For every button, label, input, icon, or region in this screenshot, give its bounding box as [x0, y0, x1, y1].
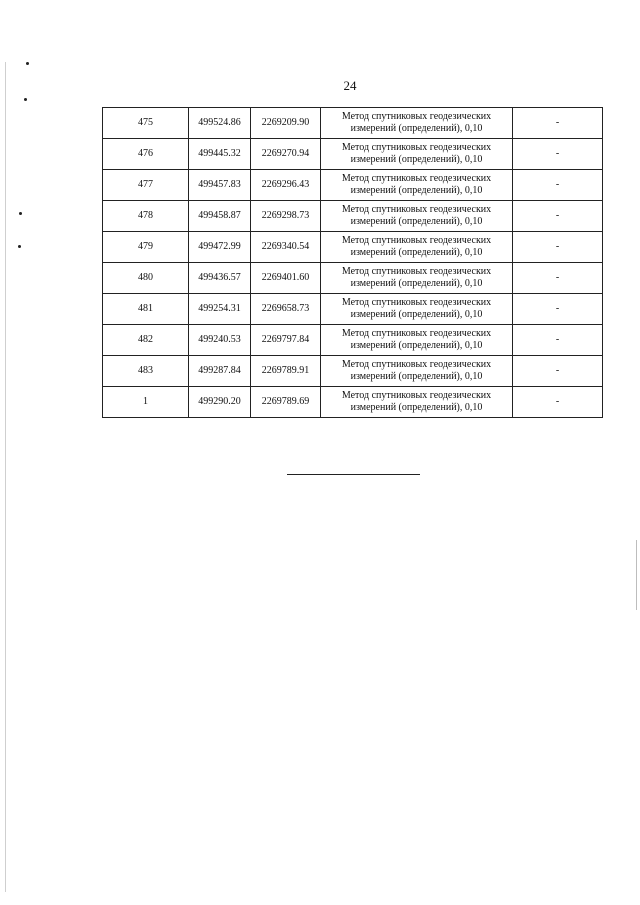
y-coordinate-cell: 2269270.94: [251, 139, 321, 170]
x-coordinate-cell: 499457.83: [189, 170, 251, 201]
y-coordinate-cell: 2269789.69: [251, 387, 321, 418]
table-row: [103, 325, 603, 356]
point-number-cell: 481: [103, 294, 189, 325]
x-coordinate-cell: 499436.57: [189, 263, 251, 294]
scan-artifact-dot: [24, 98, 27, 101]
page-number: 24: [343, 78, 357, 93]
error-cell: -: [513, 294, 603, 325]
method-cell: Метод спутниковых геодезических измерений (определений), 0,10: [321, 294, 513, 325]
scan-margin-right: [636, 540, 637, 610]
y-coordinate-cell: 2269209.90: [251, 108, 321, 139]
point-number-cell: 480: [103, 263, 189, 294]
y-coordinate-cell: 2269340.54: [251, 232, 321, 263]
error-cell: -: [513, 325, 603, 356]
method-cell: Метод спутниковых геодезических измерений (определений), 0,10: [321, 325, 513, 356]
point-number-cell: 476: [103, 139, 189, 170]
y-coordinate-cell: 2269401.60: [251, 263, 321, 294]
x-coordinate-cell: 499287.84: [189, 356, 251, 387]
y-coordinate-cell: 2269298.73: [251, 201, 321, 232]
error-cell: -: [513, 139, 603, 170]
x-coordinate-cell: 499254.31: [189, 294, 251, 325]
table-row: [103, 201, 603, 232]
table-row: [103, 387, 603, 418]
error-cell: -: [513, 232, 603, 263]
error-cell: -: [513, 387, 603, 418]
table-row: [103, 263, 603, 294]
method-cell: Метод спутниковых геодезических измерений (определений), 0,10: [321, 263, 513, 294]
method-cell: Метод спутниковых геодезических измерений (определений), 0,10: [321, 201, 513, 232]
method-cell: Метод спутниковых геодезических измерений (определений), 0,10: [321, 356, 513, 387]
error-cell: -: [513, 170, 603, 201]
error-cell: -: [513, 201, 603, 232]
point-number-cell: 479: [103, 232, 189, 263]
point-number-cell: 478: [103, 201, 189, 232]
method-cell: Метод спутниковых геодезических измерений (определений), 0,10: [321, 170, 513, 201]
coordinates-table: [102, 107, 603, 418]
scan-artifact-dot: [18, 245, 21, 248]
x-coordinate-cell: 499524.86: [189, 108, 251, 139]
error-cell: -: [513, 356, 603, 387]
table-row: [103, 139, 603, 170]
x-coordinate-cell: 499445.32: [189, 139, 251, 170]
scan-margin-left: [5, 62, 6, 892]
y-coordinate-cell: 2269789.91: [251, 356, 321, 387]
scan-artifact-dot: [19, 212, 22, 215]
method-cell: Метод спутниковых геодезических измерений (определений), 0,10: [321, 139, 513, 170]
point-number-cell: 477: [103, 170, 189, 201]
x-coordinate-cell: 499458.87: [189, 201, 251, 232]
x-coordinate-cell: 499472.99: [189, 232, 251, 263]
point-number-cell: 483: [103, 356, 189, 387]
table-row: [103, 356, 603, 387]
point-number-cell: 1: [103, 387, 189, 418]
method-cell: Метод спутниковых геодезических измерений (определений), 0,10: [321, 108, 513, 139]
error-cell: -: [513, 263, 603, 294]
table-row: [103, 232, 603, 263]
scan-artifact-dot: [26, 62, 29, 65]
table-row: [103, 170, 603, 201]
error-cell: -: [513, 108, 603, 139]
end-separator-line: [287, 474, 420, 475]
table-row: [103, 108, 603, 139]
y-coordinate-cell: 2269797.84: [251, 325, 321, 356]
x-coordinate-cell: 499290.20: [189, 387, 251, 418]
y-coordinate-cell: 2269658.73: [251, 294, 321, 325]
point-number-cell: 482: [103, 325, 189, 356]
method-cell: Метод спутниковых геодезических измерений (определений), 0,10: [321, 232, 513, 263]
table-row: [103, 294, 603, 325]
y-coordinate-cell: 2269296.43: [251, 170, 321, 201]
point-number-cell: 475: [103, 108, 189, 139]
x-coordinate-cell: 499240.53: [189, 325, 251, 356]
method-cell: Метод спутниковых геодезических измерений (определений), 0,10: [321, 387, 513, 418]
